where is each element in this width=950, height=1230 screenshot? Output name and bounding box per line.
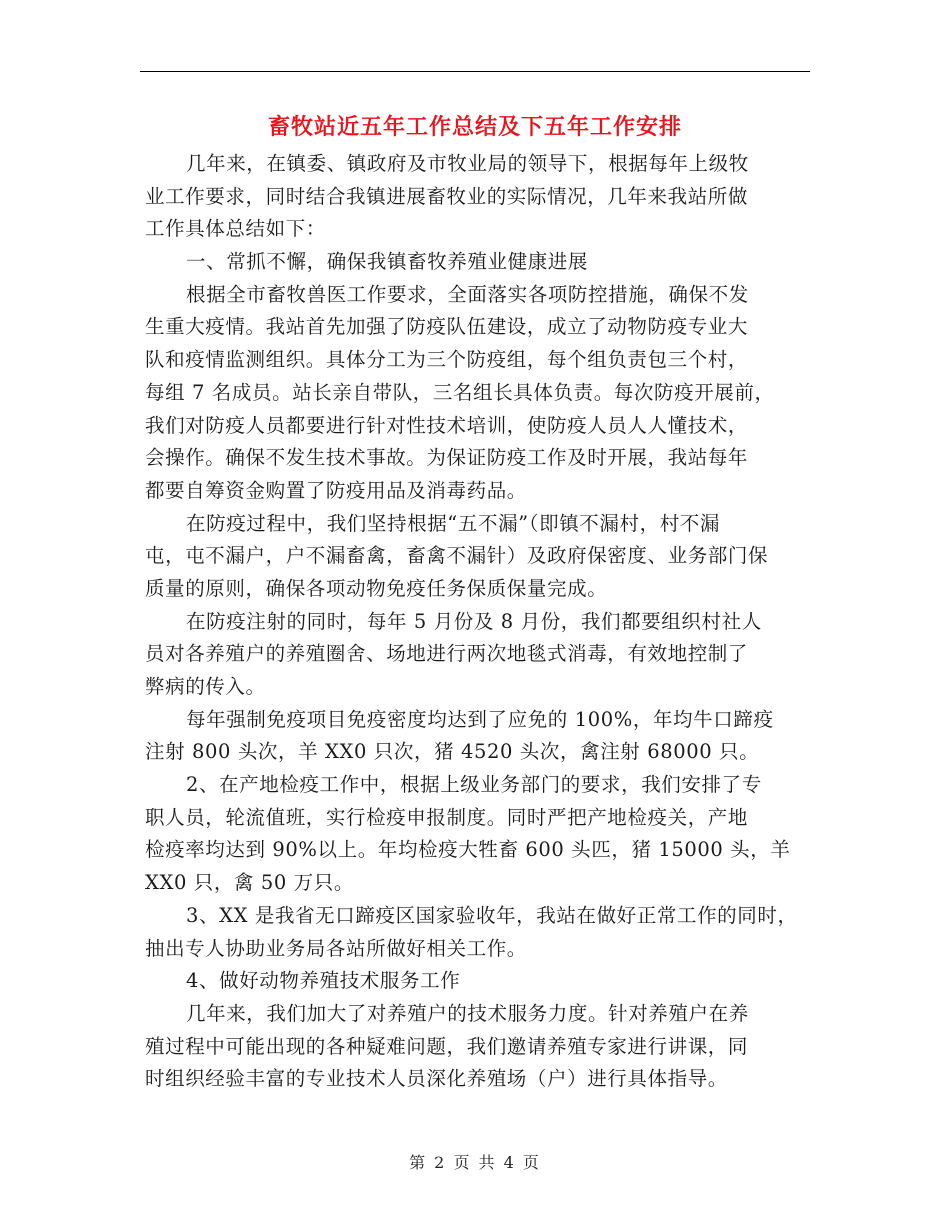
page-footer: 第 2 页 共 4 页: [409, 1153, 541, 1172]
text-line: 工作具体总结如下：: [145, 217, 326, 241]
text-line: 职人员，轮流值班，实行检疫申报制度。同时严把产地检疫关，产地: [145, 805, 749, 829]
text-line: 3、XX 是我省无口蹄疫区国家验收年，我站在做好正常工作的同时，: [186, 903, 798, 927]
text-line: 员对各养殖户的养殖圈舍、场地进行两次地毯式消毒，有效地控制了: [145, 642, 749, 666]
text-line: 队和疫情监测组织。具体分工为三个防疫组，每个组负责包三个村，: [145, 348, 749, 372]
text-line: 几年来，在镇委、镇政府及市牧业局的领导下，根据每年上级牧: [186, 152, 749, 175]
text-line: 都要自筹资金购置了防疫用品及消毒药品。: [145, 478, 527, 502]
document-body: [145, 148, 810, 1096]
text-line: 检疫率均达到 90%以上。年均检疫大牲畜 600 头匹，猪 15000 头，羊: [145, 838, 791, 862]
text-line: 质量的原则，确保各项动物免疫任务保质保量完成。: [145, 576, 608, 600]
text-line: 殖过程中可能出现的各种疑难问题，我们邀请养殖专家进行讲课，同: [145, 1034, 749, 1058]
header-rule: [140, 71, 810, 72]
document-title: 畜牧站近五年工作总结及下五年工作安排: [267, 115, 682, 140]
text-line: 弊病的传入。: [145, 675, 266, 698]
text-line: 我们对防疫人员都要进行针对性技术培训，使防疫人员人人懂技术，: [145, 413, 749, 437]
text-line: XX0 只，禽 50 万只。: [145, 871, 354, 895]
text-line: 一、常抓不懈，确保我镇畜牧养殖业健康进展: [186, 250, 589, 274]
text-line: 每组 7 名成员。站长亲自带队，三名组长具体负责。每次防疫开展前，: [145, 380, 775, 404]
text-line: 时组织经验丰富的专业技术人员深化养殖场（户）进行具体指导。: [145, 1067, 728, 1091]
text-line: 屯，屯不漏户，户不漏畜禽，畜禽不漏针）及政府保密度、业务部门保: [145, 544, 769, 568]
text-line: 在防疫过程中，我们坚持根据“五不漏”（即镇不漏村，村不漏: [186, 511, 720, 535]
text-line: 抽出专人协助业务局各站所做好相关工作。: [145, 936, 527, 960]
text-line: 每年强制免疫项目免疫密度均达到了应免的 100%，年均牛口蹄疫: [186, 707, 774, 731]
text-line: 注射 800 头次，羊 XX0 只次，猪 4520 头次，禽注射 68000 只。: [145, 740, 760, 764]
text-line: 根据全市畜牧兽医工作要求，全面落实各项防控措施，确保不发: [186, 282, 749, 306]
text-line: 会操作。确保不发生技术事故。为保证防疫工作及时开展，我站每年: [145, 446, 749, 470]
text-line: 4、做好动物养殖技术服务工作: [186, 969, 461, 993]
text-line: 业工作要求，同时结合我镇进展畜牧业的实际情况，几年来我站所做: [145, 184, 749, 208]
text-line: 几年来，我们加大了对养殖户的技术服务力度。针对养殖户在养: [186, 1001, 749, 1025]
text-line: 在防疫注射的同时，每年 5 月份及 8 月份，我们都要组织村社人: [186, 609, 762, 633]
text-line: 2、在产地检疫工作中，根据上级业务部门的要求，我们安排了专: [186, 773, 762, 797]
text-line: 生重大疫情。我站首先加强了防疫队伍建设，成立了动物防疫专业大: [145, 315, 749, 339]
